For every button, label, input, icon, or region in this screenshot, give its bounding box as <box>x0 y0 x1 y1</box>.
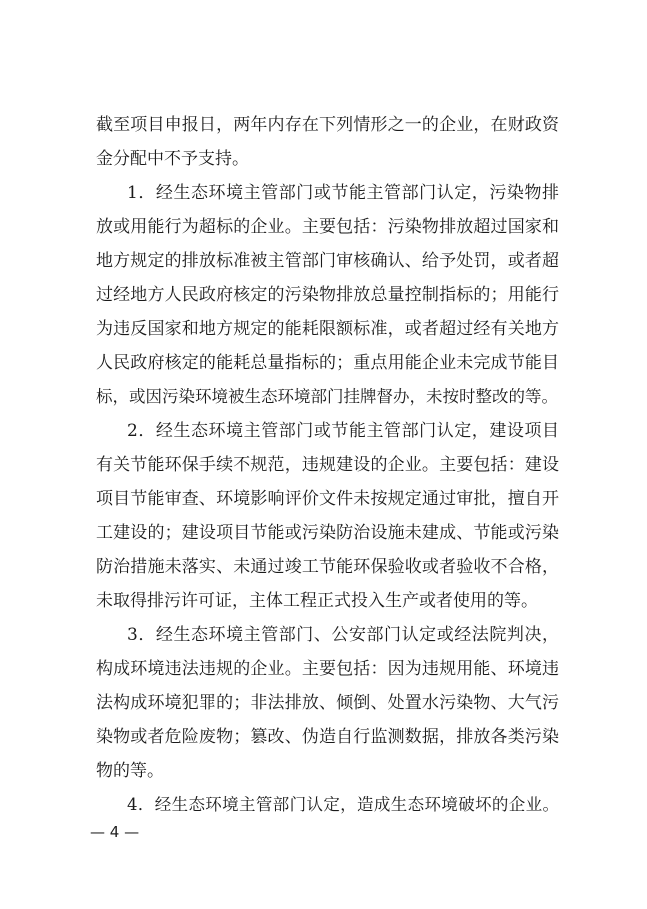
text-line: 地方规定的排放标准被主管部门审核确认、给予处罚，或者超 <box>96 251 559 271</box>
text-line: 放或用能行为超标的企业。主要包括：污染物排放超过国家和 <box>96 217 559 237</box>
text-line: 1．经生态环境主管部门或节能主管部门认定，污染物排 <box>127 183 559 203</box>
text-line: 金分配中不予支持。 <box>96 149 249 169</box>
text-line: 截至项目申报日，两年内存在下列情形之一的企业，在财政资 <box>96 115 559 135</box>
text-line: 防治措施未落实、未通过竣工节能环保验收或者验收不合格， <box>96 557 559 577</box>
text-line: 2．经生态环境主管部门或节能主管部门认定，建设项目 <box>127 421 559 441</box>
text-line: 工建设的；建设项目节能或污染防治设施未建成、节能或污染 <box>96 523 559 543</box>
text-line: 标，或因污染环境被生态环境部门挂牌督办，未按时整改的等。 <box>96 387 558 406</box>
text-line: 为违反国家和地方规定的能耗限额标准，或者超过经有关地方 <box>96 319 559 339</box>
text-line: 过经地方人民政府核定的污染物排放总量控制指标的；用能行 <box>96 285 559 305</box>
text-line: 法构成环境犯罪的；非法排放、倾倒、处置水污染物、大气污 <box>96 693 559 713</box>
text-line: 物的等。 <box>96 761 164 781</box>
text-line: 有关节能环保手续不规范，违规建设的企业。主要包括：建设 <box>96 455 559 475</box>
text-line: 人民政府核定的能耗总量指标的；重点用能企业未完成节能目 <box>96 353 559 373</box>
text-line: 3．经生态环境主管部门、公安部门认定或经法院判决， <box>127 625 559 645</box>
text-line: 染物或者危险废物；篡改、伪造自行监测数据，排放各类污染 <box>96 727 559 747</box>
text-line: 构成环境违法违规的企业。主要包括：因为违规用能、环境违 <box>96 659 559 679</box>
text-line: 未取得排污许可证，主体工程正式投入生产或者使用的等。 <box>96 591 538 611</box>
text-line: 项目节能审查、环境影响评价文件未按规定通过审批，擅自开 <box>96 489 559 509</box>
page-number: — 4 — <box>90 823 140 841</box>
text-line: 4．经生态环境主管部门认定，造成生态环境破坏的企业。 <box>127 795 559 814</box>
